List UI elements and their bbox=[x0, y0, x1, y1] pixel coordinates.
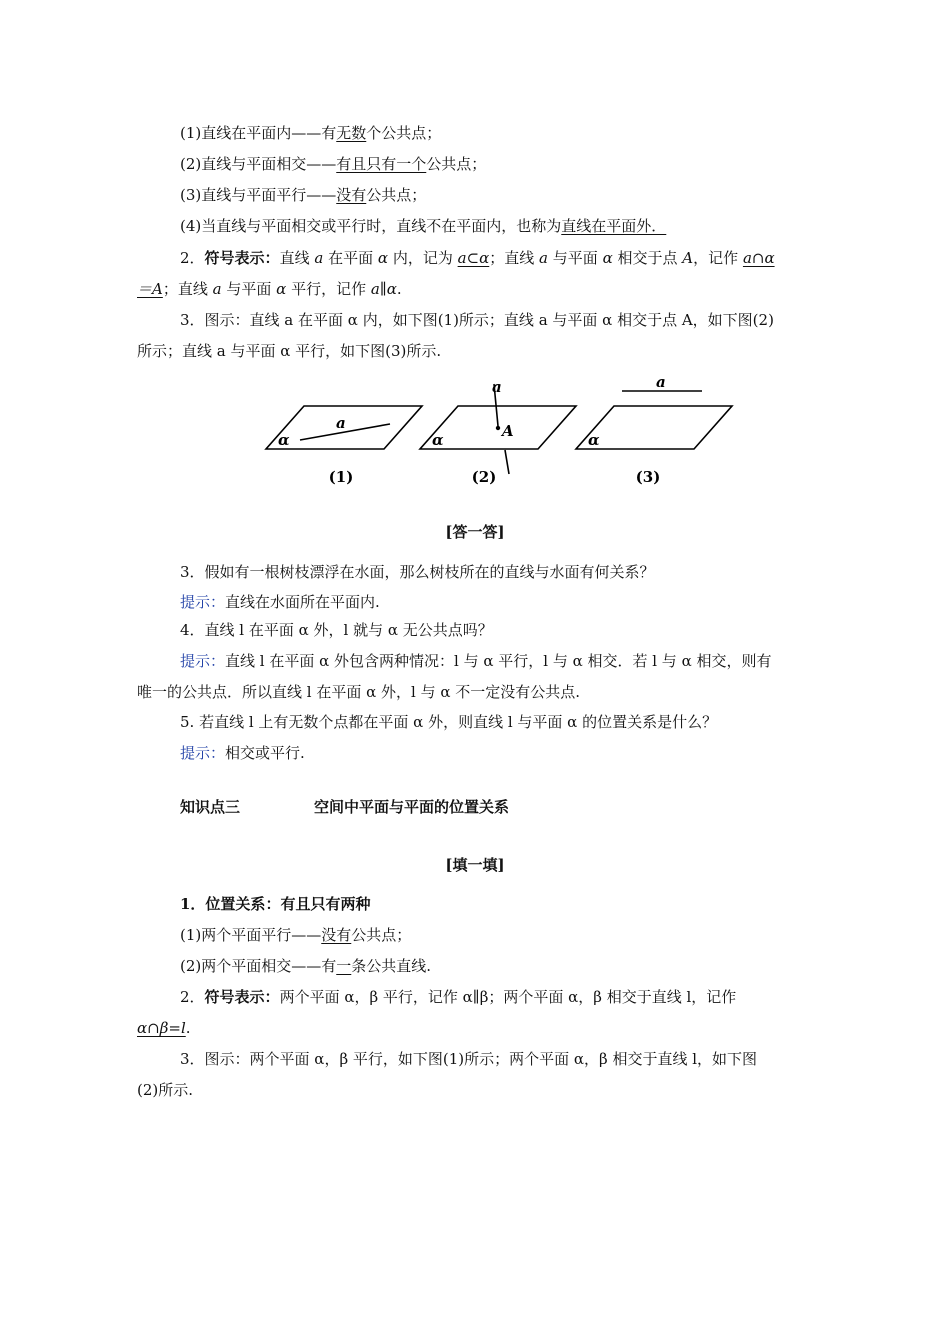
hint-3-text: 直线在水面所在平面内. bbox=[225, 593, 380, 611]
s2-item-2-answer: 有且只有一个 bbox=[336, 155, 427, 173]
s2-symbol-var-alpha: α bbox=[276, 280, 287, 298]
a-label-1: a bbox=[336, 414, 346, 432]
s2-item-2-text: (2)直线与平面相交—— bbox=[180, 155, 337, 173]
s2-item-4 bbox=[180, 216, 813, 236]
s3-symbol-text: 两个平面 α，β 平行，记作 α∥β；两个平面 α，β 相交于直线 l，记作 bbox=[279, 988, 737, 1006]
s2-symbol-parallel: a∥α bbox=[370, 280, 397, 298]
s3-p2-text: (2)两个平面相交——有 bbox=[180, 957, 337, 975]
s2-symbol-text: ，记作 bbox=[693, 249, 739, 267]
s2-item-2-tail: 公共点； bbox=[426, 155, 487, 173]
question-3: 3．假如有一根树枝漂浮在水面，那么树枝所在的直线与水面有何关系？ bbox=[180, 563, 655, 581]
s2-symbol-text: 与平面 bbox=[226, 280, 272, 298]
section3-number: 知识点三 bbox=[180, 798, 241, 816]
hint-label: 提示： bbox=[180, 744, 226, 762]
section3-title bbox=[180, 797, 813, 817]
s2-symbol-end: . bbox=[396, 280, 402, 298]
s2-symbol-line1 bbox=[180, 248, 813, 268]
s3-p2-answer: 一 bbox=[336, 957, 352, 975]
hint-5 bbox=[180, 743, 813, 763]
s2-item-2 bbox=[180, 154, 813, 174]
s2-symbol-var-A: A bbox=[682, 249, 694, 267]
A-label: A bbox=[502, 422, 514, 440]
s2-symbol-var-a: a bbox=[212, 280, 222, 298]
line-plane-figure bbox=[262, 374, 742, 494]
alpha-label-1: α bbox=[278, 431, 290, 449]
hint-4-cont: 唯一的公共点．所以直线 l 在平面 α 外，l 与 α 不一定没有公共点. bbox=[137, 683, 581, 701]
s2-item-3-tail: 公共点； bbox=[366, 186, 427, 204]
s2-symbol-answer-subset: a⊂α bbox=[457, 249, 490, 267]
s3-symbol-line1 bbox=[180, 987, 813, 1007]
s2-item-1-answer: 无数 bbox=[336, 124, 367, 142]
s3-item-p1 bbox=[180, 925, 813, 945]
s3-figure-desc-1: 3．图示：两个平面 α，β 平行，如下图(1)所示；两个平面 α，β 相交于直线 l，如下图 bbox=[180, 1050, 758, 1068]
section3-heading: 空间中平面与平面的位置关系 bbox=[314, 798, 510, 816]
s3-item-1: 1．位置关系：有且只有两种 bbox=[180, 895, 371, 913]
s2-symbol-var-a: a bbox=[539, 249, 548, 267]
hint-label: 提示： bbox=[180, 652, 226, 670]
s2-item-1-text: (1)直线在平面内——有 bbox=[180, 124, 337, 142]
question-4: 4．直线 l 在平面 α 外，l 就与 α 无公共点吗？ bbox=[180, 621, 493, 639]
s2-symbol-text: ；直线 bbox=[162, 280, 208, 298]
caption-3: (3) bbox=[635, 468, 661, 486]
fill-header: [填一填] bbox=[445, 856, 505, 874]
s2-figure-desc-2: 所示；直线 a 与平面 α 平行，如下图(3)所示. bbox=[137, 342, 442, 360]
caption-1: (1) bbox=[328, 468, 354, 486]
s2-symbol-text: 平行，记作 bbox=[291, 280, 367, 298]
s2-item-4-answer: 直线在平面外． bbox=[561, 217, 667, 235]
hint-5-text: 相交或平行. bbox=[225, 744, 305, 762]
s2-item-1-tail: 个公共点； bbox=[366, 124, 442, 142]
s2-symbol-text: 与平面 bbox=[552, 249, 598, 267]
s2-symbol-var-alpha: α bbox=[602, 249, 613, 267]
s2-item-1 bbox=[180, 123, 813, 143]
s3-item-p2 bbox=[180, 956, 813, 976]
s2-figure-desc-1: 3．图示：直线 a 在平面 α 内，如下图(1)所示；直线 a 与平面 α 相交于点 A，如下图(2) bbox=[180, 311, 774, 329]
s2-item-3-answer: 没有 bbox=[336, 186, 367, 204]
s3-figure-desc-2: (2)所示. bbox=[137, 1081, 194, 1099]
s2-item-3 bbox=[180, 185, 813, 205]
s2-item-3-text: (3)直线与平面平行—— bbox=[180, 186, 337, 204]
hint-4-text: 直线 l 在平面 α 外包含两种情况：l 与 α 平行，l 与 α 相交．若 l 与 α 相交，则有 bbox=[225, 652, 772, 670]
alpha-label-2: α bbox=[432, 431, 444, 449]
alpha-label-3: α bbox=[588, 431, 600, 449]
question-5: 5. 若直线 l 上有无数个点都在平面 α 外，则直线 l 与平面 α 的位置关系是什么？ bbox=[180, 713, 718, 731]
s3-p1-tail: 公共点； bbox=[351, 926, 412, 944]
s2-symbol-text: 内，记为 bbox=[392, 249, 453, 267]
s2-symbol-text: 在平面 bbox=[328, 249, 374, 267]
point-A bbox=[496, 426, 500, 430]
s3-p2-tail: 条公共直线. bbox=[351, 957, 432, 975]
s2-symbol-answer-intersect: a∩α bbox=[742, 249, 775, 267]
s3-p1-text: (1)两个平面平行—— bbox=[180, 926, 322, 944]
s3-symbol-line2 bbox=[137, 1018, 813, 1038]
s2-symbol-text: 直线 bbox=[279, 249, 310, 267]
s2-symbol-num: 2． bbox=[180, 249, 205, 267]
qa-header: [答一答] bbox=[445, 523, 505, 541]
a-label-2: a bbox=[492, 378, 502, 396]
s3-symbol-end: . bbox=[185, 1019, 191, 1037]
s3-p1-answer: 没有 bbox=[321, 926, 352, 944]
s3-symbol-label: 符号表示： bbox=[204, 988, 280, 1006]
hint-label: 提示： bbox=[180, 593, 226, 611]
s2-symbol-line2 bbox=[137, 279, 813, 299]
s2-symbol-answer-intersect-end: ＝A bbox=[137, 280, 163, 298]
s2-symbol-var-a: a bbox=[314, 249, 324, 267]
s3-symbol-answer: α∩β=l bbox=[137, 1019, 186, 1037]
hint-3 bbox=[180, 592, 813, 612]
s2-item-4-text: (4)当直线与平面相交或平行时，直线不在平面内，也称为 bbox=[180, 217, 562, 235]
caption-2: (2) bbox=[471, 468, 497, 486]
a-label-3: a bbox=[656, 374, 666, 391]
hint-4 bbox=[180, 651, 813, 671]
s2-symbol-text: ；直线 bbox=[489, 249, 535, 267]
s2-symbol-var-alpha: α bbox=[377, 249, 389, 267]
line-a-lower bbox=[505, 450, 509, 474]
s2-symbol-label: 符号表示： bbox=[204, 249, 280, 267]
s2-symbol-text: 相交于点 bbox=[617, 249, 678, 267]
s3-symbol-num: 2． bbox=[180, 988, 205, 1006]
